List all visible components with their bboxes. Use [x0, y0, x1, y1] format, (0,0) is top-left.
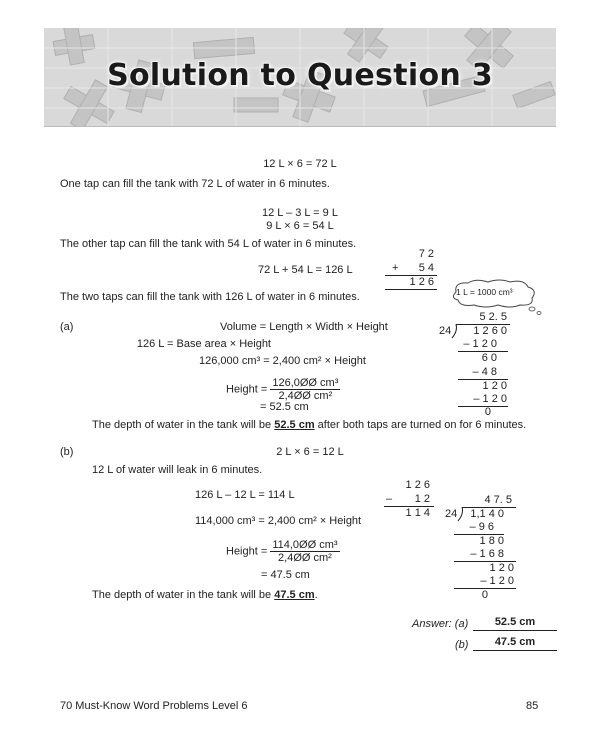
- page-number: 85: [526, 700, 539, 712]
- conclusion-text: The depth of water in the tank will be: [92, 589, 272, 601]
- statement-line: 12 L of water will leak in 6 minutes.: [92, 464, 263, 476]
- part-b-label: (b): [60, 446, 74, 458]
- division-quotient: 4 7. 5: [484, 494, 512, 506]
- sub-row: 1 2: [414, 493, 430, 505]
- equation-line: 12 L × 6 = 72 L: [263, 158, 337, 170]
- division-remainder: 0: [484, 406, 491, 418]
- division-step: 1 2 0: [489, 562, 514, 574]
- sub-row: 1 2 6: [405, 479, 430, 491]
- add-row: 5 4: [418, 262, 434, 274]
- division-step: 1 8 0: [479, 535, 504, 547]
- numerator: 114,0ØØ cm³: [272, 539, 338, 551]
- answer-a-label: Answer: (a): [412, 618, 469, 630]
- work-line: = 52.5 cm: [260, 401, 309, 413]
- division-step: – 9 6: [469, 521, 494, 533]
- numerator: 126,0ØØ cm³: [272, 377, 339, 389]
- dividend: 1 2 6 0: [473, 325, 507, 337]
- add-result: 1 2 6: [409, 276, 434, 288]
- sub-result: 1 1 4: [405, 507, 430, 519]
- division-step: – 1 2 0: [473, 393, 507, 405]
- work-line: 126,000 cm³ = 2,400 cm² × Height: [199, 355, 366, 367]
- footer-book-title: 70 Must-Know Word Problems Level 6: [60, 700, 248, 712]
- denominator: 2,4ØØ cm²: [278, 552, 332, 564]
- fraction: [270, 377, 340, 402]
- fraction: [270, 539, 339, 564]
- cloud-text: 1 L = 1000 cm³: [456, 287, 513, 297]
- add-operator: +: [392, 262, 399, 274]
- conclusion-text: The depth of water in the tank will be: [92, 419, 272, 431]
- equation-line: 12 L – 3 L = 9 L: [262, 207, 338, 219]
- statement-line: The other tap can fill the tank with 54 L of water in 6 minutes.: [60, 238, 357, 250]
- work-line: = 47.5 cm: [261, 569, 310, 581]
- answer-b-label: (b): [455, 639, 469, 651]
- dividend: 1,1 4 0: [470, 508, 504, 520]
- fraction-line: [226, 377, 340, 402]
- division-step: 1 2 0: [482, 380, 507, 392]
- division-remainder: 0: [481, 589, 488, 601]
- work-line: 126 L – 12 L = 114 L: [195, 489, 295, 501]
- work-line: 114,000 cm³ = 2,400 cm² × Height: [195, 515, 362, 527]
- statement-line: The two taps can fill the tank with 126 L of water in 6 minutes.: [60, 291, 360, 303]
- work-line: 126 L = Base area × Height: [136, 338, 271, 350]
- conclusion-text: .: [314, 589, 318, 601]
- sub-operator: –: [386, 493, 393, 505]
- conclusion-a: [92, 419, 526, 431]
- fraction-line: [226, 539, 340, 564]
- division-step: – 1 2 0: [463, 338, 497, 350]
- answer-b-value: 47.5 cm: [473, 636, 557, 651]
- answer-a-value: 52.5 cm: [473, 616, 557, 631]
- rule: [385, 289, 437, 290]
- title-banner: [44, 28, 556, 127]
- part-a-label: (a): [60, 321, 74, 333]
- equation-line: 72 L + 54 L = 126 L: [258, 264, 353, 276]
- division-quotient: 5 2. 5: [479, 311, 507, 323]
- conclusion-text: after both taps are turned on for 6 minutes.: [317, 419, 527, 431]
- division-step: – 1 6 8: [470, 548, 504, 560]
- work-line: Volume = Length × Width × Height: [220, 321, 388, 333]
- divisor: 24: [439, 325, 452, 337]
- division-step: – 1 2 0: [480, 575, 514, 587]
- divisor: 24: [445, 508, 458, 520]
- denominator: 2,4ØØ cm²: [278, 390, 333, 402]
- division-step: – 4 8: [472, 366, 497, 378]
- height-prefix: Height =: [226, 383, 268, 396]
- conclusion-value: 47.5 cm: [274, 589, 315, 601]
- add-row: 7 2: [418, 248, 434, 260]
- equation-line: 9 L × 6 = 54 L: [266, 220, 334, 232]
- division-step: 6 0: [481, 352, 497, 364]
- equation-line: 2 L × 6 = 12 L: [276, 446, 344, 458]
- statement-line: One tap can fill the tank with 72 L of water in 6 minutes.: [60, 178, 330, 190]
- page-title: Solution to Question 3: [107, 58, 493, 93]
- conclusion-value: 52.5 cm: [274, 419, 315, 431]
- conclusion-b: [92, 589, 318, 601]
- height-prefix: Height =: [226, 545, 268, 558]
